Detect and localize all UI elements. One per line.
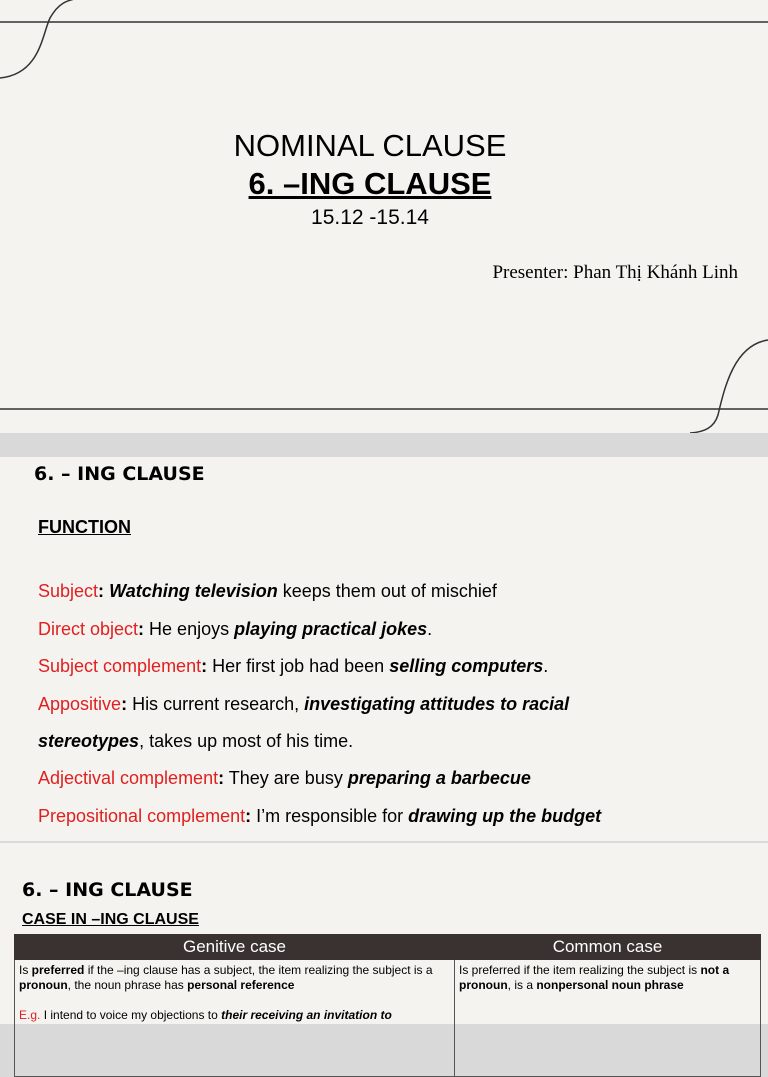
case-label: CASE IN –ING CLAUSE: [22, 911, 199, 928]
example-phrase: selling computers: [389, 656, 544, 676]
function-line: Subject complement: Her first job had been selling computers.: [38, 656, 549, 676]
function-label-subject-complement: Subject complement: [38, 656, 202, 676]
function-line: stereotypes, takes up most of his time.: [38, 731, 354, 751]
slide-title: NOMINAL CLAUSE: [233, 128, 507, 163]
slide-subtitle: 6. –ING CLAUSE: [248, 166, 492, 201]
common-case-cell: Is preferred if the item realizing the subject is not a pronoun, is a nonpersonal noun phrase: [455, 960, 761, 1077]
example-phrase: playing practical jokes: [234, 619, 428, 639]
example-marker: E.g.: [19, 1008, 41, 1022]
header-common-case: Common case: [455, 935, 761, 960]
case-table: [14, 934, 761, 1077]
example-phrase: preparing a barbecue: [347, 768, 531, 788]
function-label-direct-object: Direct object: [38, 619, 139, 639]
function-line: Adjectival complement: They are busy preparing a barbecue: [38, 768, 531, 788]
function-line: Direct object: He enjoys playing practical jokes.: [38, 619, 433, 639]
function-line: Appositive: His current research, investigating attitudes to racial: [38, 694, 570, 714]
function-line: Subject: Watching television keeps them out of mischief: [38, 581, 497, 601]
function-label: FUNCTION: [38, 517, 131, 537]
slide-heading: 6. – ING CLAUSE: [22, 879, 193, 901]
presenter-name: Presenter: Phan Thị Khánh Linh: [492, 262, 738, 283]
function-label-appositive: Appositive: [38, 694, 122, 714]
slide-heading: 6. – ING CLAUSE: [34, 463, 205, 485]
example-phrase: stereotypes: [38, 731, 140, 751]
function-label-subject: Subject: [38, 581, 99, 601]
genitive-case-cell: Is preferred if the –ing clause has a subject, the item realizing the subject is a pronoun, the noun phrase has personal reference E.g. I intend to voice my objections to their receiving an invitation to: [15, 960, 455, 1077]
example-phrase: investigating attitudes to racial: [304, 694, 570, 714]
function-label-prepositional-complement: Prepositional complement: [38, 806, 246, 826]
example-phrase: drawing up the budget: [408, 806, 602, 826]
function-label-adjectival-complement: Adjectival complement: [38, 768, 219, 788]
function-line: Prepositional complement: I’m responsible for drawing up the budget: [38, 806, 602, 826]
title-slide: [0, 0, 768, 433]
table-header-row: [15, 935, 761, 960]
section-range: 15.12 -15.14: [311, 206, 429, 229]
example-phrase: Watching television: [109, 581, 278, 601]
table-row: [15, 960, 761, 1077]
header-genitive-case: Genitive case: [15, 935, 455, 960]
